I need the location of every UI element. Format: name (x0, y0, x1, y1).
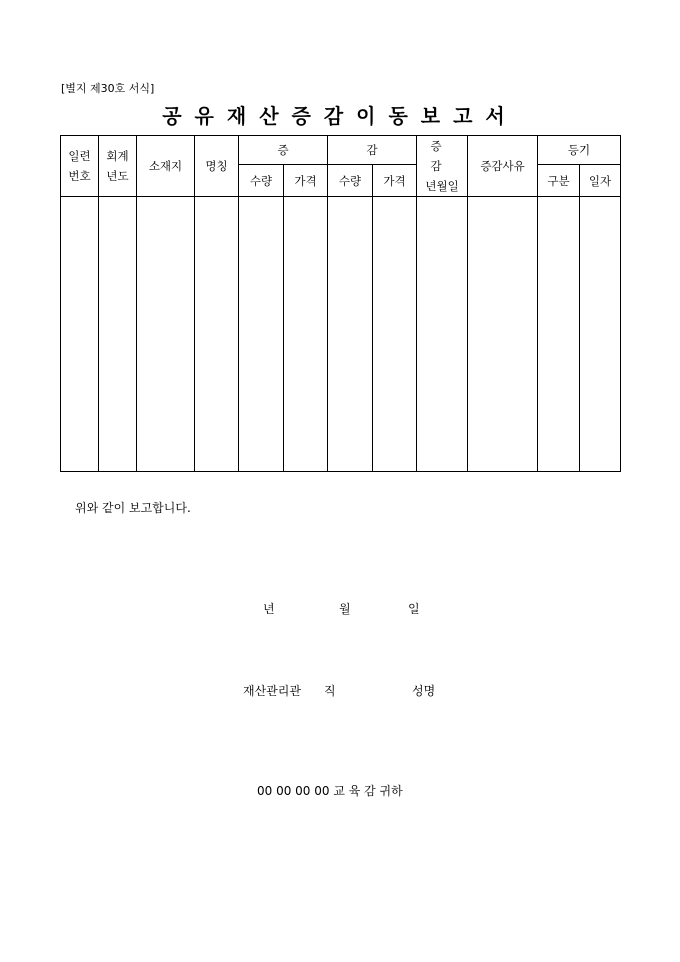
table-cell[interactable] (99, 197, 137, 472)
header-registration: 등기 (538, 136, 621, 165)
document-title: 공유재산증감이동보고서 (162, 104, 518, 128)
report-statement: 위와 같이 보고합니다. (75, 501, 191, 515)
header-decrease-price: 가격 (373, 165, 417, 197)
table-cell[interactable] (468, 197, 538, 472)
date-day-label: 일 (408, 602, 420, 616)
header-change-date: 증 감 년월일 (417, 136, 468, 197)
report-table (60, 135, 621, 472)
table-cell[interactable] (538, 197, 580, 472)
header-registration-type: 구분 (538, 165, 580, 197)
header-registration-date: 일자 (580, 165, 621, 197)
signature-name-label: 성명 (412, 684, 436, 698)
table-cell[interactable] (328, 197, 373, 472)
table-cell[interactable] (195, 197, 239, 472)
table-cell[interactable] (284, 197, 328, 472)
table-cell[interactable] (239, 197, 284, 472)
header-increase-price: 가격 (284, 165, 328, 197)
table-cell[interactable] (417, 197, 468, 472)
header-serial-number: 일련 번호 (61, 136, 99, 197)
header-decrease-quantity: 수량 (328, 165, 373, 197)
table-cell[interactable] (373, 197, 417, 472)
position-label: 직 (324, 684, 336, 698)
table-cell[interactable] (580, 197, 621, 472)
header-name: 명칭 (195, 136, 239, 197)
header-increase-quantity: 수량 (239, 165, 284, 197)
header-decrease: 감 (328, 136, 417, 165)
table-cell[interactable] (61, 197, 99, 472)
table-cell[interactable] (137, 197, 195, 472)
header-location: 소재지 (137, 136, 195, 197)
header-fiscal-year: 회계 년도 (99, 136, 137, 197)
date-year-label: 년 (263, 602, 275, 616)
header-increase: 증 (239, 136, 328, 165)
header-reason: 증감사유 (468, 136, 538, 197)
addressee: 00 00 00 00 교 육 감 귀하 (257, 784, 403, 798)
date-month-label: 월 (339, 602, 351, 616)
officer-title: 재산관리관 (243, 684, 301, 698)
table-row (61, 197, 621, 472)
form-number: [별지 제30호 서식] (61, 82, 155, 95)
